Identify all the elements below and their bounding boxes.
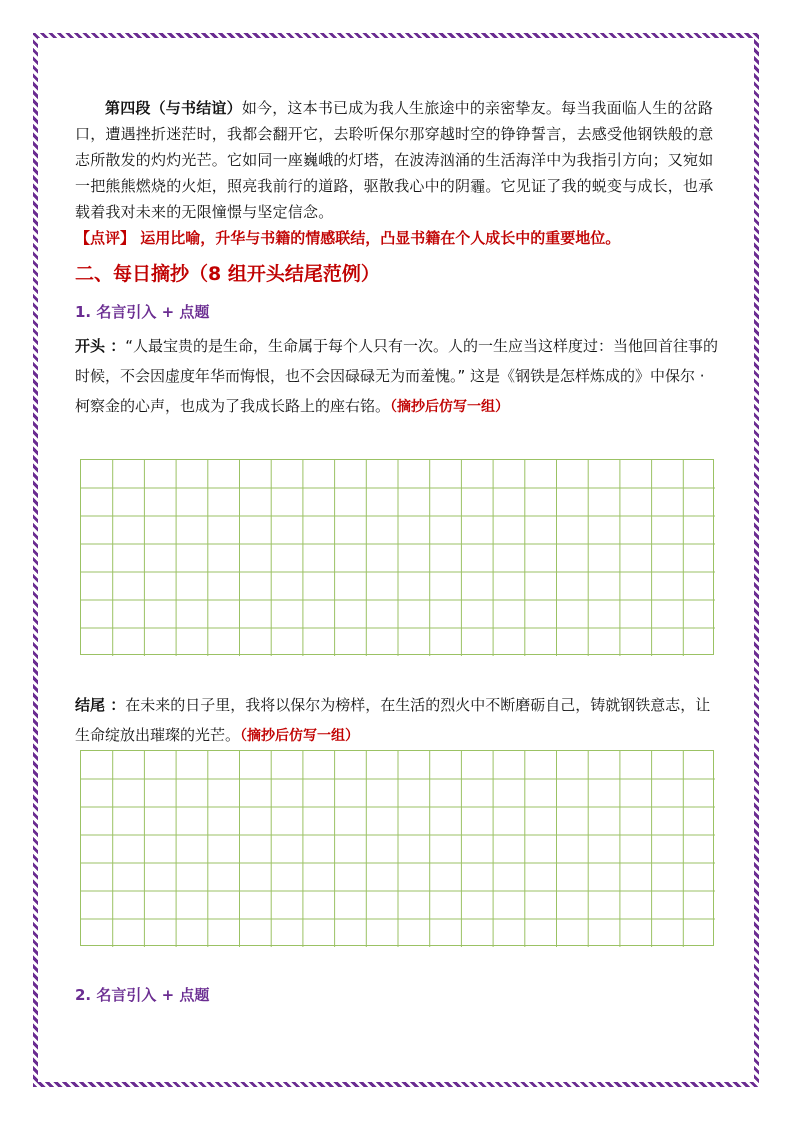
grid-lines-2 bbox=[81, 751, 715, 947]
ending-text: 在未来的日子里，我将以保尔为榜样，在生活的烈火中不断磨砺自己，铸就钢铁意志，让生命绽放出璀璨的光芒。 bbox=[75, 696, 711, 744]
item2-title: 2. 名言引入 + 点题 bbox=[75, 986, 210, 1004]
page-content bbox=[75, 95, 721, 422]
comment: 【点评】 运用比喻，升华与书籍的情感联结，凸显书籍在个人成长中的重要地位。 bbox=[75, 229, 621, 247]
opening-label: 开头 ： bbox=[75, 337, 126, 355]
item1-title: 1. 名言引入 + 点题 bbox=[75, 303, 210, 321]
opening-note: （摘抄后仿写一组） bbox=[390, 399, 510, 415]
section4-body: 如今，这本书已成为我人生旅途中的亲密挚友。每当我面临人生的岔路口，遭遇挫折迷茫时，我都会翻开它，去聆听保尔那穿越时空的铮铮誓言，去感受他钢铁般的意志所散发的灼灼光芒。它如同一座巍峨的灯塔，在波涛汹涌的生活海洋中为我指引方向；又宛如一把熊熊燃烧的火炬，照亮我前行的道路，驱散我心中的阴霾。它见证了我的蜕变与成长，也承载着我对未来的无限憧憬与坚定信念。 bbox=[75, 99, 714, 221]
ending-note: （摘抄后仿写一组） bbox=[240, 728, 360, 744]
writing-grid-1[interactable] bbox=[80, 459, 714, 655]
ending-label: 结尾 ： bbox=[75, 696, 126, 714]
item1-opening bbox=[75, 331, 721, 422]
section4-heading: 第四段（与书结谊） bbox=[105, 99, 242, 117]
opening-text: “人最宝贵的是生命，生命属于每个人只有一次。人的一生应当这样度过：当他回首往事的时候，不会因虚度年华而悔恨，也不会因碌碌无为而羞愧。” 这是《钢铁是怎样炼成的》中保尔 · 柯察金的心声，也成为了我成长路上的座右铭。 bbox=[75, 337, 719, 415]
section-title: 二、每日摘抄（8 组开头结尾范例） bbox=[75, 263, 380, 285]
section4-paragraph bbox=[75, 95, 721, 225]
writing-grid-2[interactable] bbox=[80, 750, 714, 946]
item1-ending-block bbox=[75, 690, 721, 751]
grid-lines-1 bbox=[81, 460, 715, 656]
item1-ending bbox=[75, 690, 721, 751]
